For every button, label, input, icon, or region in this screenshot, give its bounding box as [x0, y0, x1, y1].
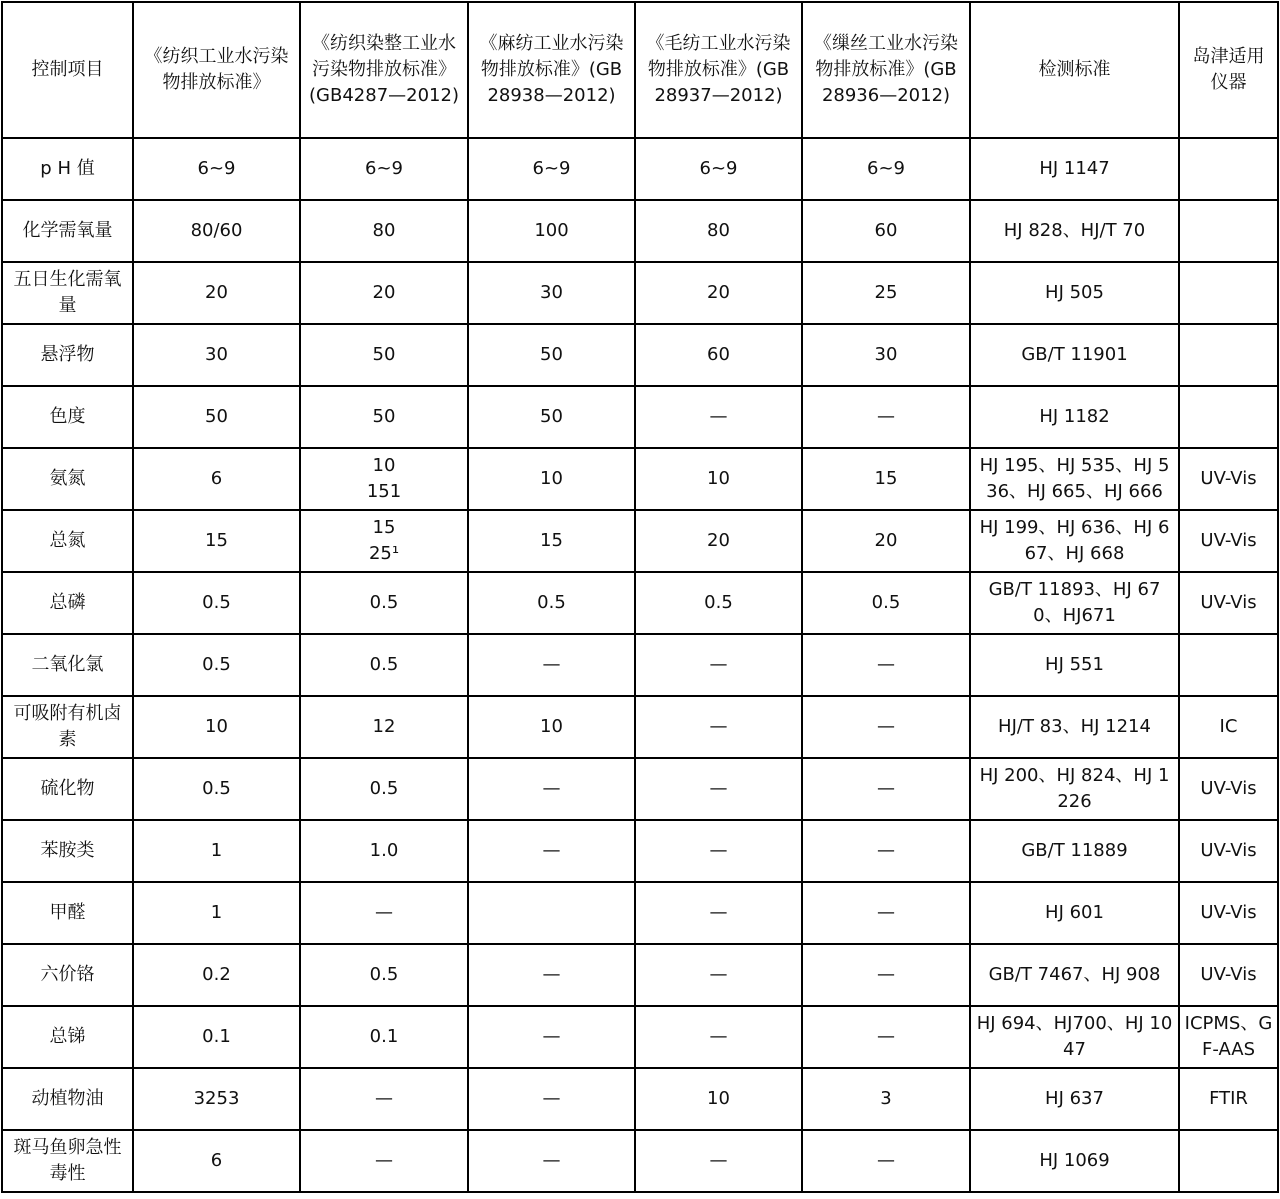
- cell-dyeing-limit: 0.5: [300, 634, 468, 696]
- cell-control-item: 色度: [2, 386, 133, 448]
- cell-hemp-limit: —: [468, 1130, 635, 1192]
- cell-dyeing-limit: 0.1: [300, 1006, 468, 1068]
- cell-wool-limit: 10: [635, 1068, 802, 1130]
- cell-control-item: 苯胺类: [2, 820, 133, 882]
- cell-dyeing-limit: 50: [300, 386, 468, 448]
- cell-silk-limit: 15: [802, 448, 970, 510]
- cell-textile-limit: 10: [133, 696, 300, 758]
- cell-test-standard: HJ 637: [970, 1068, 1179, 1130]
- cell-textile-limit: 0.5: [133, 634, 300, 696]
- cell-silk-limit: 25: [802, 262, 970, 324]
- cell-textile-limit: 3253: [133, 1068, 300, 1130]
- header-cell-dyeing-standard: 《纺织染整工业水污染物排放标准》(GB4287—2012): [300, 2, 468, 138]
- cell-hemp-limit: 10: [468, 448, 635, 510]
- cell-test-standard: HJ 1069: [970, 1130, 1179, 1192]
- cell-silk-limit: —: [802, 944, 970, 1006]
- cell-hemp-limit: 30: [468, 262, 635, 324]
- cell-hemp-limit: —: [468, 820, 635, 882]
- cell-wool-limit: —: [635, 696, 802, 758]
- cell-control-item: 氨氮: [2, 448, 133, 510]
- cell-hemp-limit: —: [468, 1006, 635, 1068]
- cell-control-item: 六价铬: [2, 944, 133, 1006]
- cell-instrument: UV-Vis: [1179, 820, 1278, 882]
- table-body: [2, 2, 1278, 1192]
- cell-wool-limit: —: [635, 882, 802, 944]
- cell-wool-limit: —: [635, 386, 802, 448]
- cell-wool-limit: 60: [635, 324, 802, 386]
- cell-dyeing-limit: —: [300, 1068, 468, 1130]
- cell-wool-limit: —: [635, 634, 802, 696]
- cell-wool-limit: —: [635, 758, 802, 820]
- cell-textile-limit: 1: [133, 820, 300, 882]
- cell-dyeing-limit: 0.5: [300, 758, 468, 820]
- cell-wool-limit: 20: [635, 510, 802, 572]
- cell-test-standard: GB/T 11893、HJ 670、HJ671: [970, 572, 1179, 634]
- cell-test-standard: HJ 1147: [970, 138, 1179, 200]
- cell-wool-limit: —: [635, 820, 802, 882]
- cell-test-standard: HJ 551: [970, 634, 1179, 696]
- cell-textile-limit: 0.5: [133, 758, 300, 820]
- cell-wool-limit: 0.5: [635, 572, 802, 634]
- cell-control-item: 二氧化氯: [2, 634, 133, 696]
- table-row: [2, 820, 1278, 882]
- cell-control-item: 甲醛: [2, 882, 133, 944]
- cell-instrument: FTIR: [1179, 1068, 1278, 1130]
- cell-hemp-limit: —: [468, 634, 635, 696]
- cell-hemp-limit: —: [468, 758, 635, 820]
- table-row: [2, 262, 1278, 324]
- cell-silk-limit: 0.5: [802, 572, 970, 634]
- table-row: [2, 200, 1278, 262]
- table-row: [2, 1068, 1278, 1130]
- cell-textile-limit: 0.1: [133, 1006, 300, 1068]
- cell-dyeing-limit: 15 25¹: [300, 510, 468, 572]
- cell-silk-limit: —: [802, 696, 970, 758]
- cell-silk-limit: 3: [802, 1068, 970, 1130]
- cell-instrument: [1179, 200, 1278, 262]
- cell-test-standard: HJ 505: [970, 262, 1179, 324]
- table-row: [2, 448, 1278, 510]
- cell-silk-limit: —: [802, 758, 970, 820]
- cell-control-item: 斑马鱼卵急性毒性: [2, 1130, 133, 1192]
- cell-hemp-limit: 6~9: [468, 138, 635, 200]
- cell-instrument: [1179, 1130, 1278, 1192]
- header-cell-wool-standard: 《毛纺工业水污染物排放标准》(GB 28937—2012): [635, 2, 802, 138]
- cell-control-item: 动植物油: [2, 1068, 133, 1130]
- cell-instrument: [1179, 138, 1278, 200]
- cell-control-item: 悬浮物: [2, 324, 133, 386]
- cell-textile-limit: 50: [133, 386, 300, 448]
- cell-control-item: 硫化物: [2, 758, 133, 820]
- table-row: [2, 386, 1278, 448]
- cell-test-standard: HJ 200、HJ 824、HJ 1226: [970, 758, 1179, 820]
- table-row: [2, 572, 1278, 634]
- table-row: [2, 696, 1278, 758]
- cell-wool-limit: —: [635, 1130, 802, 1192]
- cell-instrument: UV-Vis: [1179, 882, 1278, 944]
- cell-control-item: 总磷: [2, 572, 133, 634]
- cell-wool-limit: 10: [635, 448, 802, 510]
- header-cell-control-item: 控制项目: [2, 2, 133, 138]
- header-row: [2, 2, 1278, 138]
- cell-test-standard: HJ 1182: [970, 386, 1179, 448]
- cell-test-standard: GB/T 11889: [970, 820, 1179, 882]
- cell-instrument: ICPMS、GF-AAS: [1179, 1006, 1278, 1068]
- header-cell-textile-standard: 《纺织工业水污染物排放标准》: [133, 2, 300, 138]
- cell-textile-limit: 30: [133, 324, 300, 386]
- table-row: [2, 1006, 1278, 1068]
- cell-wool-limit: —: [635, 944, 802, 1006]
- cell-test-standard: HJ 828、HJ/T 70: [970, 200, 1179, 262]
- cell-hemp-limit: 15: [468, 510, 635, 572]
- cell-instrument: UV-Vis: [1179, 944, 1278, 1006]
- cell-hemp-limit: 50: [468, 324, 635, 386]
- cell-hemp-limit: 0.5: [468, 572, 635, 634]
- cell-textile-limit: 80/60: [133, 200, 300, 262]
- header-cell-instrument: 岛津适用仪器: [1179, 2, 1278, 138]
- cell-silk-limit: —: [802, 1006, 970, 1068]
- table-row: [2, 510, 1278, 572]
- cell-wool-limit: 80: [635, 200, 802, 262]
- cell-control-item: 可吸附有机卤素: [2, 696, 133, 758]
- cell-silk-limit: —: [802, 634, 970, 696]
- cell-silk-limit: 30: [802, 324, 970, 386]
- cell-hemp-limit: 50: [468, 386, 635, 448]
- cell-dyeing-limit: 80: [300, 200, 468, 262]
- cell-textile-limit: 6: [133, 448, 300, 510]
- cell-dyeing-limit: 50: [300, 324, 468, 386]
- cell-dyeing-limit: 20: [300, 262, 468, 324]
- header-cell-silk-standard: 《缫丝工业水污染物排放标准》(GB 28936—2012): [802, 2, 970, 138]
- cell-textile-limit: 0.5: [133, 572, 300, 634]
- table-row: [2, 138, 1278, 200]
- cell-hemp-limit: —: [468, 1068, 635, 1130]
- cell-instrument: [1179, 386, 1278, 448]
- cell-control-item: p H 值: [2, 138, 133, 200]
- table-row: [2, 758, 1278, 820]
- cell-hemp-limit: 10: [468, 696, 635, 758]
- cell-silk-limit: 6~9: [802, 138, 970, 200]
- cell-dyeing-limit: —: [300, 1130, 468, 1192]
- cell-silk-limit: 60: [802, 200, 970, 262]
- cell-textile-limit: 6: [133, 1130, 300, 1192]
- header-cell-hemp-standard: 《麻纺工业水污染物排放标准》(GB 28938—2012): [468, 2, 635, 138]
- cell-hemp-limit: 100: [468, 200, 635, 262]
- cell-instrument: [1179, 262, 1278, 324]
- cell-control-item: 五日生化需氧量: [2, 262, 133, 324]
- cell-dyeing-limit: 10 151: [300, 448, 468, 510]
- cell-instrument: IC: [1179, 696, 1278, 758]
- cell-instrument: UV-Vis: [1179, 510, 1278, 572]
- cell-control-item: 总锑: [2, 1006, 133, 1068]
- cell-test-standard: HJ 601: [970, 882, 1179, 944]
- cell-silk-limit: —: [802, 386, 970, 448]
- cell-test-standard: HJ 195、HJ 535、HJ 536、HJ 665、HJ 666: [970, 448, 1179, 510]
- table-row: [2, 324, 1278, 386]
- table-row: [2, 882, 1278, 944]
- cell-hemp-limit: —: [468, 944, 635, 1006]
- table-row: [2, 944, 1278, 1006]
- cell-hemp-limit: [468, 882, 635, 944]
- cell-dyeing-limit: 0.5: [300, 944, 468, 1006]
- standards-table: [1, 1, 1279, 1193]
- cell-wool-limit: —: [635, 1006, 802, 1068]
- cell-instrument: UV-Vis: [1179, 572, 1278, 634]
- cell-test-standard: GB/T 7467、HJ 908: [970, 944, 1179, 1006]
- cell-textile-limit: 20: [133, 262, 300, 324]
- cell-dyeing-limit: 1.0: [300, 820, 468, 882]
- cell-dyeing-limit: 6~9: [300, 138, 468, 200]
- cell-instrument: [1179, 324, 1278, 386]
- cell-dyeing-limit: 12: [300, 696, 468, 758]
- header-cell-test-standard: 检测标准: [970, 2, 1179, 138]
- cell-textile-limit: 1: [133, 882, 300, 944]
- cell-test-standard: HJ 694、HJ700、HJ 1047: [970, 1006, 1179, 1068]
- cell-control-item: 化学需氧量: [2, 200, 133, 262]
- cell-silk-limit: —: [802, 1130, 970, 1192]
- cell-silk-limit: —: [802, 820, 970, 882]
- cell-textile-limit: 6~9: [133, 138, 300, 200]
- cell-instrument: UV-Vis: [1179, 758, 1278, 820]
- cell-dyeing-limit: 0.5: [300, 572, 468, 634]
- cell-dyeing-limit: —: [300, 882, 468, 944]
- cell-test-standard: HJ 199、HJ 636、HJ 667、HJ 668: [970, 510, 1179, 572]
- cell-wool-limit: 6~9: [635, 138, 802, 200]
- cell-control-item: 总氮: [2, 510, 133, 572]
- cell-silk-limit: —: [802, 882, 970, 944]
- cell-wool-limit: 20: [635, 262, 802, 324]
- cell-instrument: UV-Vis: [1179, 448, 1278, 510]
- cell-textile-limit: 15: [133, 510, 300, 572]
- table-row: [2, 634, 1278, 696]
- cell-instrument: [1179, 634, 1278, 696]
- cell-test-standard: HJ/T 83、HJ 1214: [970, 696, 1179, 758]
- table-row: [2, 1130, 1278, 1192]
- cell-textile-limit: 0.2: [133, 944, 300, 1006]
- cell-silk-limit: 20: [802, 510, 970, 572]
- cell-test-standard: GB/T 11901: [970, 324, 1179, 386]
